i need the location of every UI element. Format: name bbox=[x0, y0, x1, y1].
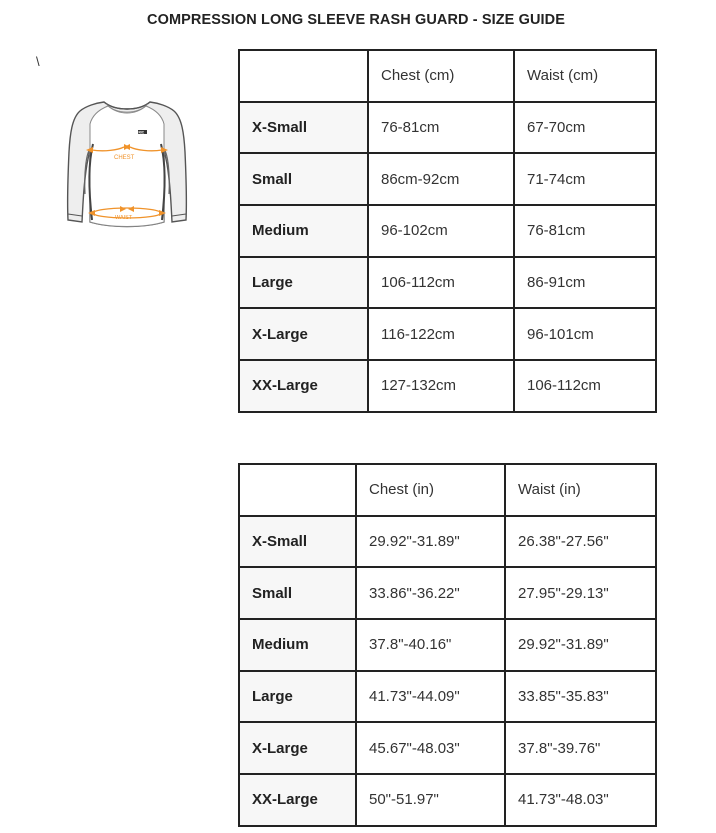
header-cell-waist: Waist (in) bbox=[505, 464, 656, 516]
table-row bbox=[239, 567, 656, 619]
waist-cell: 71-74cm bbox=[514, 153, 656, 205]
size-cell: X-Small bbox=[239, 516, 356, 568]
table-row bbox=[239, 619, 656, 671]
table-row bbox=[239, 722, 656, 774]
size-cell: Small bbox=[239, 153, 368, 205]
chest-cell: 37.8"-40.16" bbox=[356, 619, 505, 671]
waist-cell: 106-112cm bbox=[514, 360, 656, 412]
size-cell: X-Small bbox=[239, 102, 368, 154]
table-row bbox=[239, 153, 656, 205]
chest-cell: 127-132cm bbox=[368, 360, 514, 412]
waist-cell: 33.85"-35.83" bbox=[505, 671, 656, 723]
brand-logo-icon bbox=[138, 130, 147, 134]
table-row bbox=[239, 360, 656, 412]
table-header-row bbox=[239, 50, 656, 102]
waist-cell: 76-81cm bbox=[514, 205, 656, 257]
chest-cell: 76-81cm bbox=[368, 102, 514, 154]
chest-cell: 106-112cm bbox=[368, 257, 514, 309]
waist-cell: 37.8"-39.76" bbox=[505, 722, 656, 774]
header-cell-empty bbox=[239, 50, 368, 102]
header-cell-chest: Chest (cm) bbox=[368, 50, 514, 102]
stray-backslash: \ bbox=[36, 54, 40, 69]
table-row bbox=[239, 308, 656, 360]
svg-text:RIC: RIC bbox=[138, 130, 144, 135]
size-table-cm bbox=[238, 49, 657, 413]
page-title: COMPRESSION LONG SLEEVE RASH GUARD - SIZE GUIDE bbox=[147, 12, 565, 28]
waist-cell: 67-70cm bbox=[514, 102, 656, 154]
size-cell: XX-Large bbox=[239, 774, 356, 826]
size-cell: Large bbox=[239, 671, 356, 723]
header-cell-waist: Waist (cm) bbox=[514, 50, 656, 102]
size-cell: Medium bbox=[239, 619, 356, 671]
header-cell-empty bbox=[239, 464, 356, 516]
table-row bbox=[239, 774, 656, 826]
chest-cell: 86cm-92cm bbox=[368, 153, 514, 205]
size-table-inches bbox=[238, 463, 657, 827]
waist-cell: 96-101cm bbox=[514, 308, 656, 360]
chest-cell: 116-122cm bbox=[368, 308, 514, 360]
waist-cell: 29.92"-31.89" bbox=[505, 619, 656, 671]
size-cell: XX-Large bbox=[239, 360, 368, 412]
chest-cell: 29.92"-31.89" bbox=[356, 516, 505, 568]
chest-cell: 45.67"-48.03" bbox=[356, 722, 505, 774]
size-cell: X-Large bbox=[239, 308, 368, 360]
table-row bbox=[239, 671, 656, 723]
waist-cell: 26.38"-27.56" bbox=[505, 516, 656, 568]
header-cell-chest: Chest (in) bbox=[356, 464, 505, 516]
waist-cell: 27.95"-29.13" bbox=[505, 567, 656, 619]
chest-label: CHEST bbox=[114, 155, 135, 161]
table-row bbox=[239, 257, 656, 309]
table-row bbox=[239, 205, 656, 257]
waist-cell: 41.73"-48.03" bbox=[505, 774, 656, 826]
table-header-row bbox=[239, 464, 656, 516]
rash-guard-illustration bbox=[58, 94, 196, 234]
table-row bbox=[239, 516, 656, 568]
size-cell: Medium bbox=[239, 205, 368, 257]
size-cell: Small bbox=[239, 567, 356, 619]
chest-cell: 41.73"-44.09" bbox=[356, 671, 505, 723]
chest-cell: 50"-51.97" bbox=[356, 774, 505, 826]
size-cell: Large bbox=[239, 257, 368, 309]
waist-label: WAIST bbox=[115, 215, 133, 221]
table-row bbox=[239, 102, 656, 154]
chest-cell: 33.86"-36.22" bbox=[356, 567, 505, 619]
size-cell: X-Large bbox=[239, 722, 356, 774]
chest-cell: 96-102cm bbox=[368, 205, 514, 257]
waist-cell: 86-91cm bbox=[514, 257, 656, 309]
